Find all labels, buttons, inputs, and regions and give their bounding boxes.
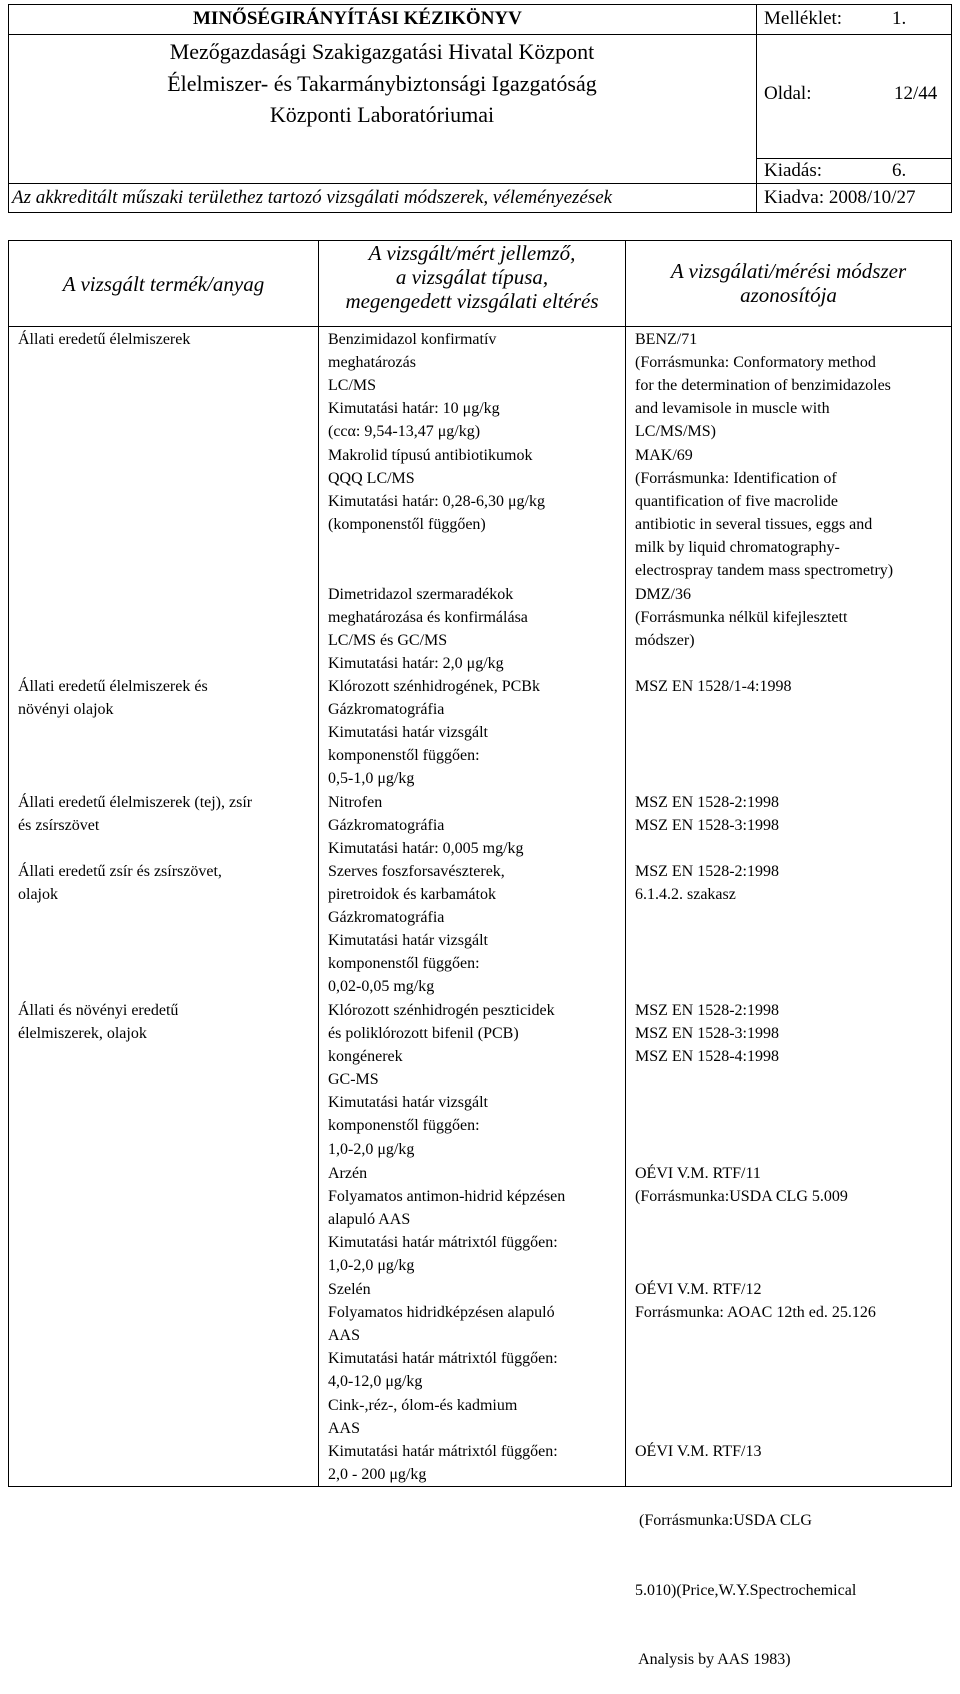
cell-line: módszer): [635, 632, 695, 650]
cell-line: MSZ EN 1528-3:1998: [635, 1025, 779, 1043]
cell-line: LC/MS/MS): [635, 423, 716, 441]
cell-line: komponenstől függően:: [328, 955, 480, 973]
institution-line: Központi Laboratóriumai: [269, 102, 495, 127]
cell-line: AAS: [328, 1327, 361, 1345]
cell-line: 1,0-2,0 μg/kg: [328, 1257, 415, 1275]
manual-title: MINŐSÉGIRÁNYÍTÁSI KÉZIKÖNYV: [193, 8, 522, 29]
cell-line: Állati eredetű élelmiszerek és: [18, 678, 208, 695]
cell-line: MAK/69: [635, 447, 693, 464]
cell-line: Kimutatási határ: 0,28-6,30 μg/kg: [328, 493, 545, 511]
cell-line: Kimutatási határ: 2,0 μg/kg: [328, 655, 504, 673]
annex-value: 1.: [892, 8, 907, 29]
method-cell: [635, 675, 791, 698]
method-cell: [635, 444, 893, 583]
column-header-product: [9, 272, 318, 296]
column-header-label: azonosítója: [740, 283, 837, 307]
cell-line: (Forrásmunka:USDA CLG: [635, 1512, 812, 1530]
cell-line: MSZ EN 1528-2:1998: [635, 794, 779, 811]
characteristic-cell: [328, 444, 545, 536]
cell-line: OÉVI V.M. RTF/11: [635, 1165, 761, 1182]
cell-line: MSZ EN 1528-4:1998: [635, 1048, 779, 1066]
cell-line: quantification of five macrolide: [635, 493, 839, 511]
cell-line: and levamisole in muscle with: [635, 400, 830, 418]
cell-line: (komponenstől függően): [328, 516, 486, 534]
cell-line: for the determination of benzimidazoles: [635, 377, 891, 395]
cell-line: Kimutatási határ vizsgált: [328, 932, 488, 950]
characteristic-cell: [328, 860, 505, 999]
cell-line: 4,0-12,0 μg/kg: [328, 1373, 423, 1391]
cell-line: 5.010)(Price,W.Y.Spectrochemical: [635, 1581, 857, 1599]
issue-date: Kiadva: 2008/10/27: [764, 187, 916, 208]
cell-line: Állati eredetű zsír és zsírszövet,: [18, 863, 222, 880]
institution-line: Élelmiszer- és Takarmánybiztonsági Igazgatóság: [167, 71, 597, 96]
characteristic-cell: [328, 791, 524, 860]
cell-line: Kimutatási határ vizsgált: [328, 1094, 488, 1112]
characteristic-cell: [328, 1278, 558, 1393]
cell-line: Gázkromatográfia: [328, 817, 445, 835]
characteristic-cell: [328, 1162, 565, 1277]
product-cell: [18, 791, 252, 837]
cell-line: Benzimidazol konfirmatív: [328, 331, 497, 348]
cell-line: olajok: [18, 886, 58, 904]
cell-line: OÉVI V.M. RTF/13: [635, 1443, 762, 1461]
cell-line: Állati és növényi eredetű: [18, 1002, 179, 1019]
cell-line: 6.1.4.2. szakasz: [635, 886, 736, 904]
page-label: Oldal:: [764, 83, 812, 104]
cell-line: Folyamatos antimon-hidrid képzésen: [328, 1188, 566, 1206]
cell-line: 1,0-2,0 μg/kg: [328, 1140, 415, 1158]
cell-line: növényi olajok: [18, 701, 114, 719]
cell-line: Kimutatási határ mátrixtól függően:: [328, 1234, 558, 1252]
method-cell: [635, 1162, 848, 1208]
column-header-method: [626, 259, 951, 307]
method-cell: [635, 860, 779, 906]
cell-line: 2,0 - 200 μg/kg: [328, 1466, 427, 1484]
cell-line: Gázkromatográfia: [328, 909, 445, 927]
method-cell: [635, 791, 779, 837]
method-cell: [635, 1278, 876, 1324]
cell-line: és zsírszövet: [18, 817, 100, 835]
cell-line: Klórozott szénhidrogének, PCBk: [328, 678, 540, 695]
cell-line: (Forrásmunka nélkül kifejlesztett: [635, 609, 848, 627]
cell-line: Dimetridazol szermaradékok: [328, 586, 514, 603]
cell-line: BENZ/71: [635, 331, 698, 348]
column-header-characteristic: [319, 241, 625, 313]
cell-line: piretroidok és karbamátok: [328, 886, 496, 904]
cell-line: AAS: [328, 1420, 361, 1438]
product-cell: [18, 675, 208, 721]
cell-line: Gázkromatográfia: [328, 701, 445, 719]
cell-line: komponenstől függően:: [328, 1117, 480, 1135]
column-header-label: A vizsgált termék/anyag: [62, 272, 265, 296]
cell-line: (ccα: 9,54-13,47 μg/kg): [328, 423, 481, 441]
method-cell: [635, 999, 779, 1068]
cell-line: LC/MS: [328, 377, 377, 395]
cell-line: Kimutatási határ mátrixtól függően:: [328, 1350, 558, 1368]
cell-line: és poliklórozott bifenil (PCB): [328, 1025, 519, 1043]
characteristic-cell: [328, 583, 528, 675]
cell-line: Kimutatási határ: 10 μg/kg: [328, 400, 500, 418]
cell-line: QQQ LC/MS: [328, 470, 415, 488]
cell-line: MSZ EN 1528-2:1998: [635, 863, 779, 880]
product-cell: [18, 999, 178, 1045]
column-header-label: megengedett vizsgálati eltérés: [345, 289, 599, 313]
characteristic-cell: [328, 675, 540, 790]
cell-line: GC-MS: [328, 1071, 379, 1089]
column-header-label: A vizsgálati/mérési módszer: [670, 259, 907, 283]
cell-line: (Forrásmunka: Identification of: [635, 470, 837, 488]
cell-line: Szerves foszforsavészterek,: [328, 863, 505, 880]
product-cell: [18, 860, 222, 906]
column-header-label: a vizsgálat típusa,: [395, 265, 549, 289]
cell-line: Forrásmunka: AOAC 12th ed. 25.126: [635, 1304, 876, 1322]
cell-line: Cink-,réz-, ólom-és kadmium: [328, 1397, 518, 1414]
cell-line: Kimutatási határ: 0,005 mg/kg: [328, 840, 524, 858]
column-header-label: A vizsgált/mért jellemző,: [368, 241, 576, 265]
cell-line: Kimutatási határ mátrixtól függően:: [328, 1443, 558, 1461]
cell-line: electrospray tandem mass spectrometry): [635, 562, 894, 580]
cell-line: Szelén: [328, 1281, 371, 1298]
cell-line: Arzén: [328, 1165, 368, 1182]
cell-line: Klórozott szénhidrogén peszticidek: [328, 1002, 555, 1019]
cell-line: 0,02-0,05 mg/kg: [328, 978, 435, 996]
cell-line: MSZ EN 1528-3:1998: [635, 817, 779, 835]
cell-line: (Forrásmunka: Conformatory method: [635, 354, 876, 372]
characteristic-cell: [328, 1394, 558, 1486]
institution-line: Mezőgazdasági Szakigazgatási Hivatal Központ: [169, 39, 595, 64]
cell-line: Állati eredetű élelmiszerek (tej), zsír: [18, 794, 253, 811]
cell-line: meghatározása és konfirmálása: [328, 609, 528, 627]
characteristic-cell: [328, 328, 500, 443]
method-cell: [635, 1394, 856, 1694]
cell-line: Nitrofen: [328, 794, 383, 811]
cell-line: kongénerek: [328, 1048, 403, 1066]
cell-line: alapuló AAS: [328, 1211, 411, 1229]
cell-line: Makrolid típusú antibiotikumok: [328, 447, 533, 464]
institution-name: [8, 35, 756, 131]
method-cell: [635, 583, 847, 652]
cell-line: milk by liquid chromatography-: [635, 539, 840, 557]
cell-line: OÉVI V.M. RTF/12: [635, 1281, 762, 1298]
cell-line: Analysis by AAS 1983): [635, 1651, 791, 1669]
cell-line: komponenstől függően:: [328, 747, 480, 765]
method-cell: [635, 328, 891, 443]
page-number: 12/44: [894, 83, 938, 104]
cell-line: Állati eredetű élelmiszerek: [18, 331, 191, 348]
cell-line: élelmiszerek, olajok: [18, 1025, 147, 1043]
cell-line: meghatározás: [328, 354, 416, 372]
cell-line: MSZ EN 1528-2:1998: [635, 1002, 779, 1019]
annex-label: Melléklet:: [764, 8, 843, 29]
cell-line: Folyamatos hidridképzésen alapuló: [328, 1304, 555, 1322]
edition-value: 6.: [892, 160, 907, 181]
characteristic-cell: [328, 999, 555, 1161]
document-subtitle: Az akkreditált műszaki területhez tartozó vizsgálati módszerek, véleményezések: [12, 187, 613, 208]
cell-line: (Forrásmunka:USDA CLG 5.009: [635, 1188, 848, 1206]
cell-line: LC/MS és GC/MS: [328, 632, 448, 650]
cell-line: DMZ/36: [635, 586, 691, 603]
cell-line: antibiotic in several tissues, eggs and: [635, 516, 873, 534]
cell-line: 0,5-1,0 μg/kg: [328, 770, 415, 788]
cell-line: MSZ EN 1528/1-4:1998: [635, 678, 792, 695]
edition-label: Kiadás:: [764, 160, 823, 181]
product-cell: [18, 328, 190, 351]
cell-line: Kimutatási határ vizsgált: [328, 724, 488, 742]
